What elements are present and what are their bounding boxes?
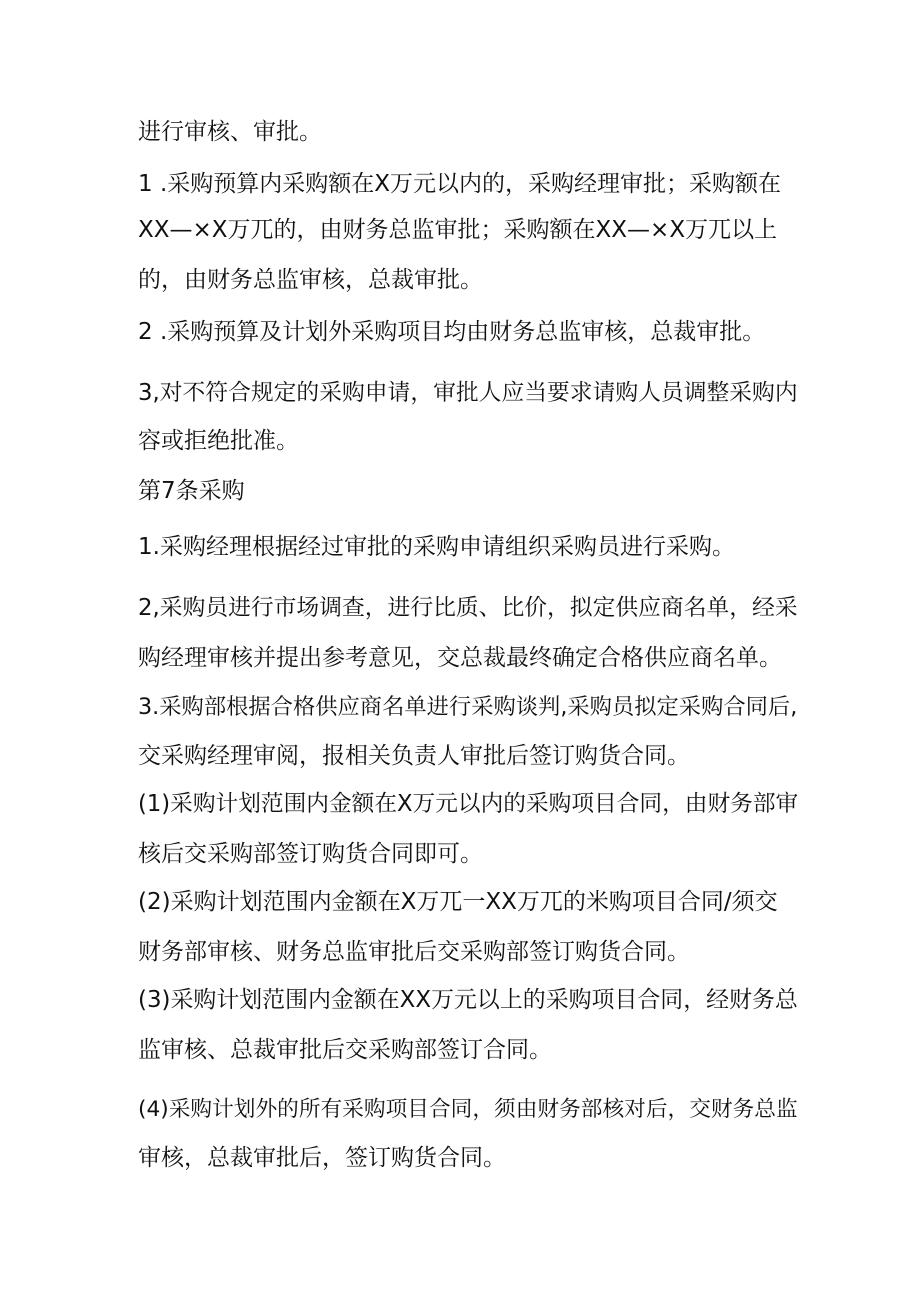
text-line: 2,采购员进行市场调查，进行比质、比价，拟定供应商名单，经采	[138, 595, 798, 621]
text-line: (3)采购计划范围内金额在XX万元以上的采购项目合同，经财务总	[138, 987, 798, 1013]
text-line: 1.采购经理根据经过审批的采购申请组织采购员进行采购。	[138, 534, 735, 560]
text-line: 容或拒绝批准。	[138, 428, 299, 454]
text-line: (1)采购计划范围内金额在X万元以内的采购项目合同，由财务部审	[138, 791, 799, 817]
text-line: 2 .采购预算及计划外采购项目均由财务总监审核，总裁审批。	[138, 319, 766, 345]
text-line: 1 .采购预算内采购额在X万元以内的，采购经理审批；采购额在	[138, 171, 782, 197]
text-line: XX—×X万兀的，由财务总监审批；采购额在XX—×X万兀以上	[138, 217, 778, 243]
text-line: 进行审核、审批。	[138, 119, 322, 145]
text-line: (2)采购计划范围内金额在X万兀一XX万兀的米购项目合同/须交	[138, 889, 778, 915]
text-line: 的，由财务总监审核，总裁审批。	[138, 267, 483, 293]
text-line: 监审核、总裁审批后交采购部签订合同。	[138, 1037, 552, 1063]
text-line: (4)采购计划外的所有采购项目合同，须由财务部核对后，交财务总监	[138, 1097, 798, 1122]
text-line: 3.采购部根据合格供应商名单进行采购谈判,采购员拟定采购合同后,	[138, 694, 798, 720]
text-line: 核后交采购部签订购货合同即可。	[138, 841, 483, 867]
section-heading: 第7条采购	[138, 478, 245, 504]
text-line: 财务部审核、财务总监审批后交采购部签订购货合同。	[138, 939, 690, 965]
text-line: 3,对不符合规定的采购申请，审批人应当要求请购人员调整采购内	[138, 380, 798, 406]
text-line: 交采购经理审阅，报相关负责人审批后签订购货合同。	[138, 743, 690, 769]
text-line: 审核，总裁审批后，签订购货合同。	[138, 1145, 506, 1171]
text-line: 购经理审核并提出参考意见，交总裁最终确定合格供应商名单。	[138, 645, 782, 671]
